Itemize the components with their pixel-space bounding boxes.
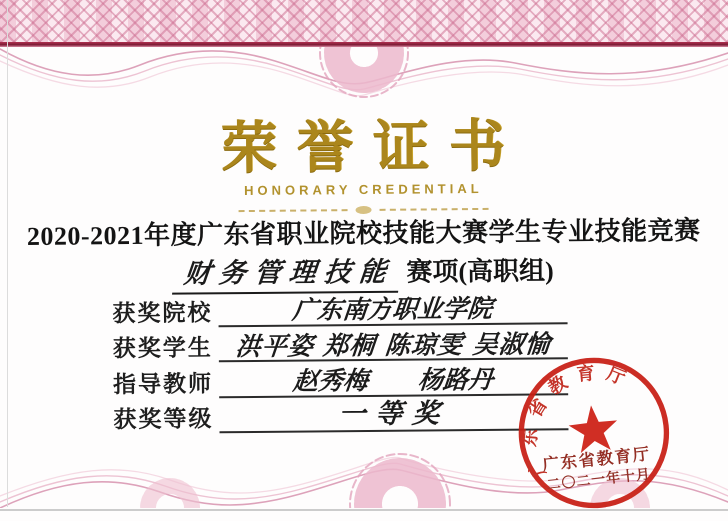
event-group-suffix: 赛项(高职组) [406,256,554,287]
field-value-teachers: 赵秀梅 杨路丹 [292,364,495,396]
field-value-grade: 一等奖 [336,398,451,431]
field-value-school: 广东南方职业学院 [291,293,495,325]
seal-star-icon [567,403,620,454]
field-label-students: 获奖学生 [112,335,213,362]
field-value-students: 洪平姿 郑桐 陈琼雯 吴淑愉 [234,328,553,361]
seal-date: 二〇二一年十月 [546,466,652,494]
seal-org-name: 广东省教育厅 [541,444,652,475]
competition-title: 2020-2021年度广东省职业院校技能大赛学生专业技能竞赛 [26,216,701,251]
field-label-school: 获奖院校 [112,299,213,326]
field-label-teachers: 指导教师 [112,370,214,397]
seal-arc-text: 广东省教育厅 [519,362,638,480]
field-row-students [113,324,568,363]
divider-dash-left [239,209,348,212]
scan-left-edge [7,0,8,507]
divider-dash-right [380,208,489,211]
certificate-title: 荣誉证书 [220,115,526,181]
field-row-school [112,288,567,327]
field-underline-school [218,288,567,327]
field-underline-students [219,324,568,363]
certificate-subtitle-en: HONORARY CREDENTIAL [244,180,483,199]
official-seal [496,345,692,521]
event-name-handwritten: 财务管理技能 [172,250,402,295]
field-label-grade: 获奖等级 [113,406,214,433]
award-fields [112,288,568,434]
event-line [0,247,728,296]
